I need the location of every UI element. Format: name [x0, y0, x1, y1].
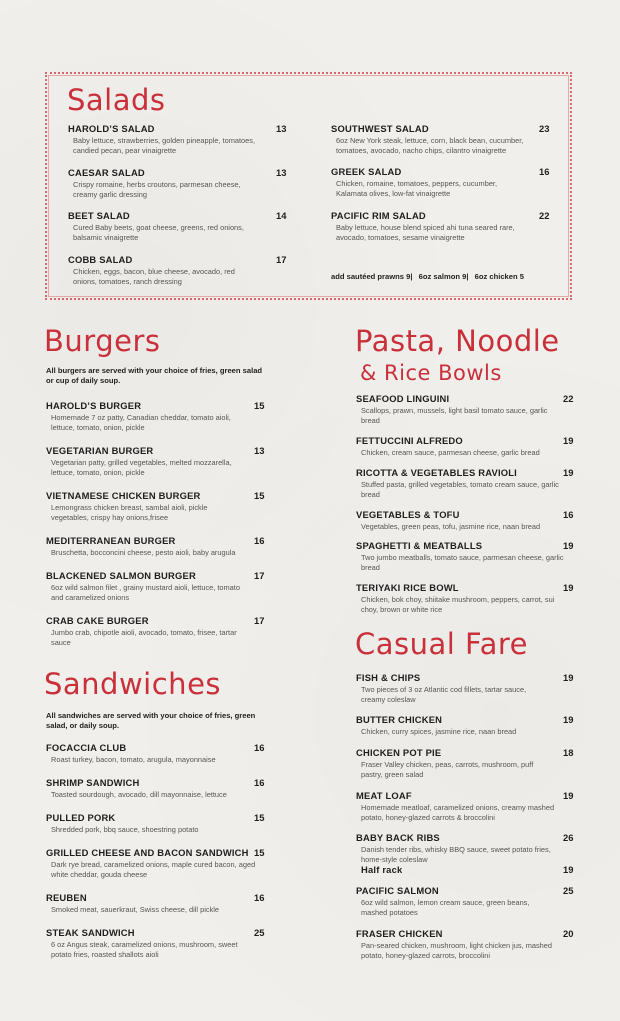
item-description: Vegetarian patty, grilled vegetables, melted mozzarella, lettuce, tomato, onion, pickle	[51, 458, 232, 477]
item-name: COBB SALAD	[68, 254, 133, 265]
item-price: 14	[276, 210, 287, 221]
item-name: PACIFIC RIM SALAD	[331, 210, 426, 221]
menu-item	[331, 210, 551, 242]
item-description: Dark rye bread, caramelized onions, maple cured bacon, aged white cheddar, gouda cheese	[51, 860, 256, 879]
item-price: 25	[254, 927, 265, 938]
menu-item	[356, 582, 576, 614]
item-description: 6 oz Angus steak, caramelized onions, mushroom, sweet potato fries, roasted shallots aioli	[51, 940, 238, 959]
item-description: Roast turkey, bacon, tomato, arugula, mayonnaise	[51, 755, 216, 764]
menu-item	[356, 832, 576, 876]
menu-item	[68, 254, 288, 286]
item-price: 26	[563, 832, 574, 843]
menu-item	[46, 400, 268, 432]
item-name: BLACKENED SALMON BURGER	[46, 570, 196, 581]
item-price: 19	[563, 435, 574, 446]
item-price: 16	[254, 777, 265, 788]
item-name: PACIFIC SALMON	[356, 885, 439, 896]
menu-item	[356, 747, 576, 779]
item-price: 19	[563, 790, 574, 801]
item-price: 16	[254, 535, 265, 546]
addon-prawns: add sautéed prawns	[331, 272, 405, 281]
salad-addons	[331, 272, 524, 281]
item-description: Chicken, bok choy, shiitake mushroom, peppers, carrot, sui choy, brown or white rice	[361, 595, 555, 614]
item-name: PULLED PORK	[46, 812, 116, 823]
item-name: SEAFOOD LINGUINI	[356, 393, 450, 404]
pasta-heading: Pasta, Noodle	[355, 324, 560, 358]
item-name: STEAK SANDWICH	[46, 927, 135, 938]
menu-item	[356, 467, 576, 499]
menu-item	[46, 927, 268, 959]
item-description: Shredded pork, bbq sauce, shoestring potato	[51, 825, 199, 834]
item-description: Pan-seared chicken, mushroom, light chicken jus, mashed potato, honey-glazed carrots, broccolini	[361, 941, 553, 960]
menu-item	[46, 777, 268, 800]
menu-item	[356, 540, 576, 572]
menu-item	[331, 123, 551, 155]
menu-item	[46, 445, 268, 477]
menu-item	[46, 812, 268, 835]
item-name: CAESAR SALAD	[68, 167, 145, 178]
item-price: 15	[254, 400, 265, 411]
menu-item	[356, 509, 576, 532]
half-rack-label: Half rack	[361, 864, 403, 876]
menu-item	[46, 847, 268, 879]
item-description: Scallops, prawn, mussels, light basil tomato sauce, garlic bread	[361, 406, 548, 425]
item-price: 23	[539, 123, 550, 134]
item-name: HAROLD’S SALAD	[68, 123, 155, 134]
item-price: 22	[539, 210, 550, 221]
item-description: 6oz wild salmon filet , grainy mustard aioli, lettuce, tomato and caramelized onions	[51, 583, 240, 602]
item-name: VEGETABLES & TOFU	[356, 509, 460, 520]
addon-salmon-price: 9|	[462, 272, 469, 281]
item-name: FISH & CHIPS	[356, 672, 421, 683]
item-name: BUTTER CHICKEN	[356, 714, 443, 725]
item-name: CHICKEN POT PIE	[356, 747, 442, 758]
item-description: Chicken, cream sauce, parmesan cheese, garlic bread	[361, 448, 540, 457]
item-description: Crispy romaine, herbs croutons, parmesan cheese, creamy garlic dressing	[73, 180, 241, 199]
menu-item	[46, 742, 268, 765]
item-description: Two pieces of 3 oz Atlantic cod fillets, tartar sauce, creamy coleslaw	[361, 685, 527, 704]
item-description: Chicken, eggs, bacon, blue cheese, avocado, red onions, tomatoes, ranch dressing	[73, 267, 235, 286]
item-description: Fraser Valley chicken, peas, carrots, mushroom, puff pastry, green salad	[361, 760, 534, 779]
item-description: Danish tender ribs, whisky BBQ sauce, sweet potato fries, home-style coleslaw	[361, 845, 551, 864]
menu-item	[356, 714, 576, 737]
item-name: MEAT LOAF	[356, 790, 412, 801]
item-description: Jumbo crab, chipotle aioli, avocado, tomato, frisee, tartar sauce	[51, 628, 237, 647]
pasta-subheading: & Rice Bowls	[360, 361, 502, 385]
item-price: 16	[254, 892, 265, 903]
item-price: 13	[276, 123, 287, 134]
item-name: HAROLD’S BURGER	[46, 400, 142, 411]
item-name: BABY BACK RIBS	[356, 832, 440, 843]
item-name: VEGETARIAN BURGER	[46, 445, 154, 456]
addon-chicken: 6oz chicken	[474, 272, 518, 281]
item-price: 15	[254, 847, 265, 858]
item-price: 15	[254, 812, 265, 823]
item-price: 19	[563, 582, 574, 593]
item-name: VIETNAMESE CHICKEN BURGER	[46, 490, 201, 501]
item-description: Toasted sourdough, avocado, dill mayonnaise, lettuce	[51, 790, 227, 799]
item-price: 16	[563, 509, 574, 520]
menu-item	[68, 210, 288, 242]
addon-chicken-price: 5	[519, 272, 525, 281]
menu-item	[356, 885, 576, 917]
addon-salmon: 6oz salmon	[418, 272, 460, 281]
item-price: 13	[254, 445, 265, 456]
item-price: 25	[563, 885, 574, 896]
menu-item	[356, 393, 576, 425]
item-name: FRASER CHICKEN	[356, 928, 443, 939]
item-description: Baby lettuce, strawberries, golden pineapple, tomatoes, candied pecan, pear vinaigrette	[73, 136, 255, 155]
item-price: 17	[254, 570, 265, 581]
item-price: 19	[563, 467, 574, 478]
item-name: GRILLED CHEESE AND BACON SANDWICH	[46, 847, 249, 858]
burgers-note: All burgers are served with your choice of fries, green salad or cup of daily soup.	[46, 366, 263, 385]
menu-item	[356, 928, 576, 960]
item-description: Chicken, curry spices, jasmine rice, naan bread	[361, 727, 517, 736]
item-description: Chicken, romaine, tomatoes, peppers, cucumber, Kalamata olives, low-fat vinaigrette	[336, 179, 498, 198]
item-price: 13	[276, 167, 287, 178]
item-price: 18	[563, 747, 574, 758]
item-description: Bruschetta, bocconcini cheese, pesto aioli, baby arugula	[51, 548, 236, 557]
item-description: Stuffed pasta, grilled vegetables, tomato cream sauce, garlic bread	[361, 480, 559, 499]
item-price: 17	[254, 615, 265, 626]
casual-fare-heading: Casual Fare	[355, 627, 528, 661]
item-name: BEET SALAD	[68, 210, 130, 221]
item-name: FETTUCCINI ALFREDO	[356, 435, 463, 446]
item-description: 6oz wild salmon, lemon cream sauce, green beans, mashed potatoes	[361, 898, 530, 917]
item-name: SOUTHWEST SALAD	[331, 123, 429, 134]
item-description: Cured Baby beets, goat cheese, greens, red onions, balsamic vinaigrette	[73, 223, 244, 242]
menu-item	[356, 672, 576, 704]
menu-item	[46, 535, 268, 558]
burgers-heading: Burgers	[44, 324, 161, 358]
addon-prawns-price: 9|	[406, 272, 413, 281]
item-description: Homemade 7 oz patty, Canadian cheddar, tomato aioli, lettuce, tomato, onion, pickle	[51, 413, 231, 432]
menu-item	[46, 570, 268, 602]
menu-item	[356, 790, 576, 822]
menu-item	[68, 167, 288, 199]
item-price: 19	[563, 540, 574, 551]
item-price: 22	[563, 393, 574, 404]
item-description: Baby lettuce, house blend spiced ahi tuna seared rare, avocado, tomatoes, sesame vinaigrette	[336, 223, 515, 242]
item-name: FOCACCIA CLUB	[46, 742, 127, 753]
item-price: 20	[563, 928, 574, 939]
salads-heading: Salads	[67, 83, 166, 117]
menu-item	[68, 123, 288, 155]
item-name: GREEK SALAD	[331, 166, 402, 177]
item-price: 16	[539, 166, 550, 177]
item-name: SHRIMP SANDWICH	[46, 777, 140, 788]
sandwiches-heading: Sandwiches	[44, 667, 222, 701]
item-description: 6oz New York steak, lettuce, corn, black bean, cucumber, tomatoes, avocado, nacho chips, cilantro vinaigrette	[336, 136, 524, 155]
item-description: Two jumbo meatballs, tomato sauce, parmesan cheese, garlic bread	[361, 553, 564, 572]
sandwiches-note: All sandwiches are served with your choice of fries, green salad, or daily soup.	[46, 711, 256, 730]
menu-item	[46, 615, 268, 647]
menu-item	[331, 166, 551, 198]
item-description: Homemade meatloaf, caramelized onions, creamy mashed potato, honey-glazed carrots & broccolini	[361, 803, 555, 822]
item-price: 16	[254, 742, 265, 753]
item-price: 15	[254, 490, 265, 501]
item-name: REUBEN	[46, 892, 87, 903]
menu-item	[356, 435, 576, 458]
half-rack-price: 19	[563, 864, 574, 875]
menu-item	[46, 490, 268, 522]
item-name: MEDITERRANEAN BURGER	[46, 535, 176, 546]
item-name: CRAB CAKE BURGER	[46, 615, 149, 626]
item-name: SPAGHETTI & MEATBALLS	[356, 540, 483, 551]
item-price: 17	[276, 254, 287, 265]
item-name: TERIYAKI RICE BOWL	[356, 582, 459, 593]
item-description: Vegetables, green peas, tofu, jasmine rice, naan bread	[361, 522, 541, 531]
item-description: Smoked meat, sauerkraut, Swiss cheese, dill pickle	[51, 905, 220, 914]
item-description: Lemongrass chicken breast, sambal aioli, pickle vegetables, crispy hay onions,frisee	[51, 503, 208, 522]
item-name: RICOTTA & VEGETABLES RAVIOLI	[356, 467, 517, 478]
item-price: 19	[563, 714, 574, 725]
item-price: 19	[563, 672, 574, 683]
menu-item	[46, 892, 268, 915]
